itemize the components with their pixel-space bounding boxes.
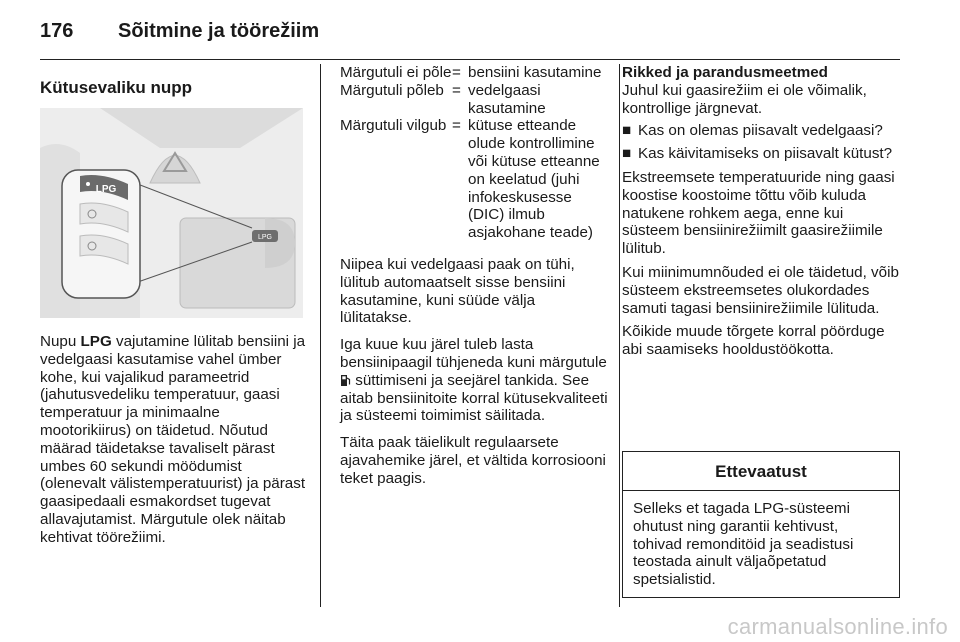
lpg-description [40,333,308,547]
table-row [340,117,608,242]
paragraph: Kõikide muude tõrgete korral pöörduge abi saamiseks hooldustöökotta. [622,323,885,359]
column-3 [622,64,904,359]
para-text: Iga kuue kuu järel tuleb lasta bensiinipaagil tühjeneda kuni märgutule [340,336,607,371]
lpg-bold: LPG [80,333,112,350]
paragraph: Niipea kui vedelgaasi paak on tühi, lülitub automaatselt sisse bensiini kasutamine, kuni süüde välja lülitatakse. [340,255,575,327]
section-heading: Rikked ja parandusmeetmed [622,64,828,81]
para-text: vajutamine lülitab bensiini ja vedelgaasi kasutamise vahel ümber kohe, kui vajalikud parameetrid (jahutusvedeliku temperatuur, gaasi temperatuur ja minimaalne mootorikiirus) on täidetud. Nõutud määrad täidetakse tavaliselt pärast umbes 60 sekundi möödumist (olenevalt välistemperatuurist) ja pärast gaasipedaali esmakordset tugevat allavajutamist. Märgutule olek näitab kehtivat töörežiimi. [40,333,306,546]
meaning-cell: bensiini kasutamine [468,64,602,81]
caution-box [622,451,900,598]
caution-body: Selleks et tagada LPG-süsteemi ohutust ning garantii kehtivust, tohivad remonditöid ja seadistusi teostada ainult väljaõpetatud spetsialistid. [633,500,854,589]
equals-cell: = [452,81,461,99]
meaning-cell: vedelgaasi kasutamine [468,81,546,117]
page-title: Sõitmine ja töörežiim [118,20,320,42]
checklist [622,122,904,163]
table-row [340,82,608,118]
lpg-button-figure [40,108,303,318]
table-row [340,64,608,82]
meaning-cell: kütuse etteande olude kontrollimine või kütuse etteanne on keelatud (juhi infokeskusesse (DIC) ilmub asjakohane teade) [468,117,600,242]
status-cell: Märgutuli vilgub [340,117,447,135]
paragraph: Täita paak täielikult regulaarsete ajavahemike järel, et vältida korrosiooni teket paagis. [340,434,606,487]
equals-cell: = [452,64,461,81]
section-heading: Kütusevaliku nupp [40,78,193,97]
bullet-icon: ■ [622,122,632,140]
list-item-text: Kas käivitamiseks on piisavalt kütust? [638,145,893,163]
column-divider [619,64,620,607]
paragraph: Kui miinimumnõuded ei ole täidetud, võib süsteem ekstreemsetes olukordades samuti tagasi bensiinirežiimile lülituda. [622,263,899,317]
status-table [340,64,608,242]
watermark: carmanualsonline.info [727,614,948,639]
page-header [0,0,960,58]
column-2 [340,64,608,488]
status-cell: Märgutuli põleb [340,81,444,99]
fuel-pump-icon [340,374,351,387]
paragraph: Ekstreemsete temperatuuride ning gaasi koostise koostoime tõttu võib kuluda natukene rohkem aega, enne kui süsteem bensiinirežiimilt gaasirežiimile lülitub. [622,168,895,258]
status-cell: Märgutuli ei põle [340,64,452,81]
lpg-button-label: LPG [95,184,117,195]
small-lpg-label: LPG [257,234,273,241]
list-item [622,145,904,163]
equals-cell: = [452,117,461,135]
caution-title: Ettevaatust [623,452,899,491]
column-1 [40,64,308,98]
column-divider [320,64,321,607]
header-rule [40,59,900,60]
page-number: 176 [40,20,74,42]
bullet-icon: ■ [622,145,632,163]
paragraph [340,336,608,425]
list-item [622,122,904,140]
para-text: süttimiseni ja seejärel tankida. See aitab bensiinitoite korral kütusekvaliteeti ja süsteemi toimimist säilitada. [340,371,608,425]
para-text: Nupu [40,333,81,350]
list-item-text: Kas on olemas piisavalt vedelgaasi? [638,122,883,140]
paragraph: Juhul kui gaasirežiim ei ole võimalik, kontrollige järgnevat. [622,81,867,117]
